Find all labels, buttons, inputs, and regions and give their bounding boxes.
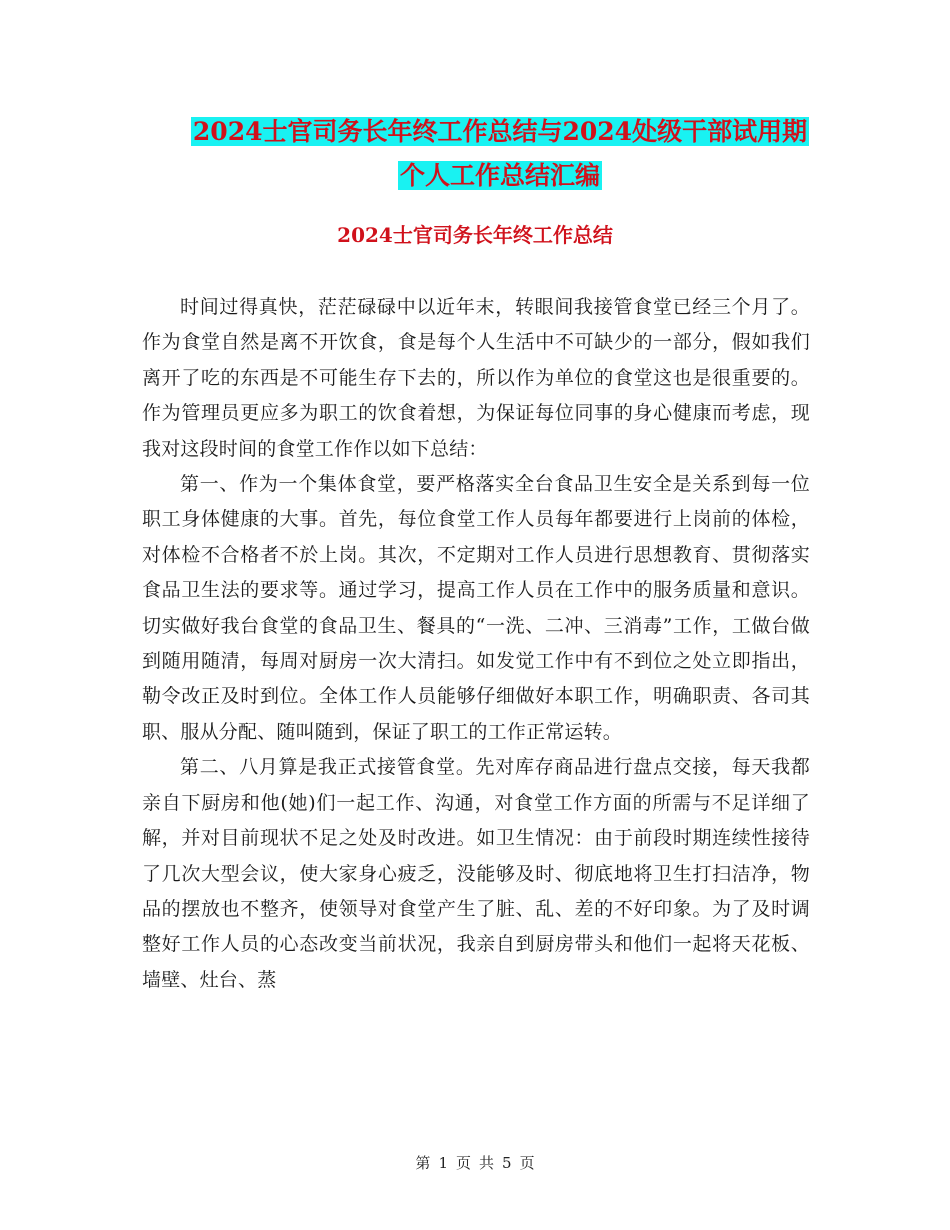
document-body — [142, 290, 810, 998]
paragraph: 时间过得真快，茫茫碌碌中以近年末，转眼间我接管食堂已经三个月了。作为食堂自然是离不开饮食，食是每个人生活中不可缺少的一部分，假如我们离开了吃的东西是不可能生存下去的，所以作为单位的食堂这也是很重要的。作为管理员更应多为职工的饮食着想，为保证每位同事的身心健康而考虑，现我对这段时间的食堂工作作以如下总结： — [142, 296, 810, 460]
page-number: 1 — [438, 1154, 448, 1172]
paragraph: 第一、作为一个集体食堂，要严格落实全台食品卫生安全是关系到每一位职工身体健康的大事。首先，每位食堂工作人员每年都要进行上岗前的体检，对体检不合格者不於上岗。其次，不定期对工作人员进行思想教育、贯彻落实食品卫生法的要求等。通过学习，提高工作人员在工作中的服务质量和意识。切实做好我台食堂的食品卫生、餐具的“一洗、二冲、三消毒”工作，工做台做到随用随清，每周对厨房一次大清扫。如发觉工作中有不到位之处立即指出，勒令改正及时到位。全体工作人员能够仔细做好本职工作，明确职责、各司其职、服从分配、随叫随到，保证了职工的工作正常运转。 — [142, 473, 810, 743]
page-footer — [0, 1152, 950, 1173]
total-unit: 页 — [519, 1154, 535, 1172]
section-title: 2024士官司务长年终工作总结 — [337, 223, 613, 247]
page-total: 5 — [502, 1154, 512, 1172]
document-title — [140, 110, 860, 198]
page-unit: 页 — [455, 1154, 471, 1172]
page-label: 第 — [415, 1154, 431, 1172]
document-title-line1: 2024士官司务长年终工作总结与2024处级干部试用期 — [192, 117, 808, 146]
document-title-line2: 个人工作总结汇编 — [399, 161, 600, 190]
paragraph: 第二、八月算是我正式接管食堂。先对库存商品进行盘点交接，每天我都亲自下厨房和他(她)们一起工作、沟通，对食堂工作方面的所需与不足详细了解，并对目前现状不足之处及时改进。如卫生情况：由于前段时期连续性接待了几次大型会议，使大家身心疲乏，没能够及时、彻底地将卫生打扫洁净，物品的摆放也不整齐，使领导对食堂产生了脏、乱、差的不好印象。为了及时调整好工作人员的心态改变当前状况，我亲自到厨房带头和他们一起将天花板、墙壁、灶台、蒸 — [142, 756, 810, 991]
total-label: 共 — [479, 1154, 495, 1172]
